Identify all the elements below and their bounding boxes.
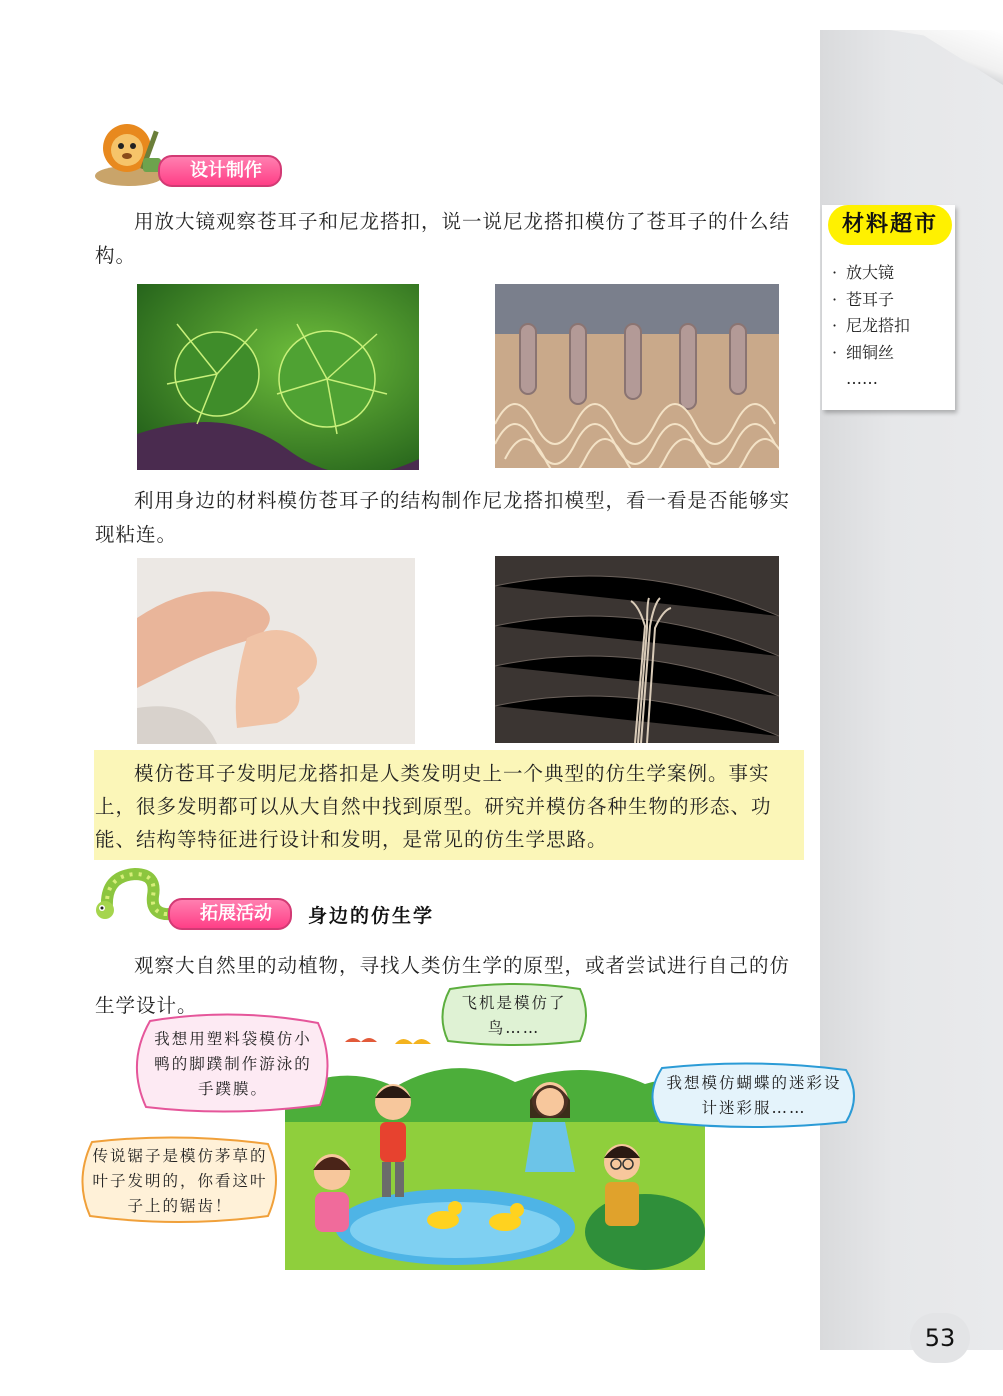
material-item: · 细铜丝 xyxy=(832,342,895,362)
material-item: …… xyxy=(846,369,878,388)
design-paragraph-1: 用放大镜观察苍耳子和尼龙搭扣，说一说尼龙搭扣模仿了苍耳子的什么结构。 xyxy=(95,210,791,267)
page-number: 53 xyxy=(910,1313,970,1363)
speech-bubble-duck: 我想用塑料袋模仿小鸭的脚蹼制作游泳的手蹼膜。 xyxy=(130,1013,335,1116)
copper-wire-photo xyxy=(495,556,779,743)
velcro-photo xyxy=(495,284,779,468)
materials-list xyxy=(832,260,910,393)
design-banner: 设计制作 xyxy=(158,155,282,187)
hands-photo xyxy=(137,558,415,744)
design-paragraph-2: 利用身边的材料模仿苍耳子的结构制作尼龙搭扣模型，看一看是否能够实现粘连。 xyxy=(95,489,791,546)
burdock-photo xyxy=(137,284,419,470)
children-illustration xyxy=(285,1022,705,1270)
speech-bubble-plane: 飞机是模仿了鸟…… xyxy=(440,983,588,1047)
material-item: · 尼龙搭扣 xyxy=(832,316,911,335)
extension-banner: 拓展活动 xyxy=(168,898,292,930)
extension-subtitle: 身边的仿生学 xyxy=(308,905,435,927)
material-item: · 苍耳子 xyxy=(832,289,895,309)
extension-paragraph: 观察大自然里的动植物，寻找人类仿生学的原型，或者尝试进行自己的仿生学设计。 xyxy=(95,954,791,1017)
speech-bubble-saw: 传说锯子是模仿茅草的叶子发明的，你看这叶子上的锯齿！ xyxy=(78,1136,280,1224)
materials-market-title: 材料超市 xyxy=(828,205,952,245)
bionics-note-text: 模仿苍耳子发明尼龙搭扣是人类发明史上一个典型的仿生学案例。事实上，很多发明都可以从大自然中找到原型。研究并模仿各种生物的形态、功能、结构等特征进行设计和发明，是常见的仿生学思路。 xyxy=(95,762,772,851)
material-item: · 放大镜 xyxy=(832,263,895,282)
speech-bubble-butterfly: 我想模仿蝴蝶的迷彩设计迷彩服…… xyxy=(648,1062,860,1130)
